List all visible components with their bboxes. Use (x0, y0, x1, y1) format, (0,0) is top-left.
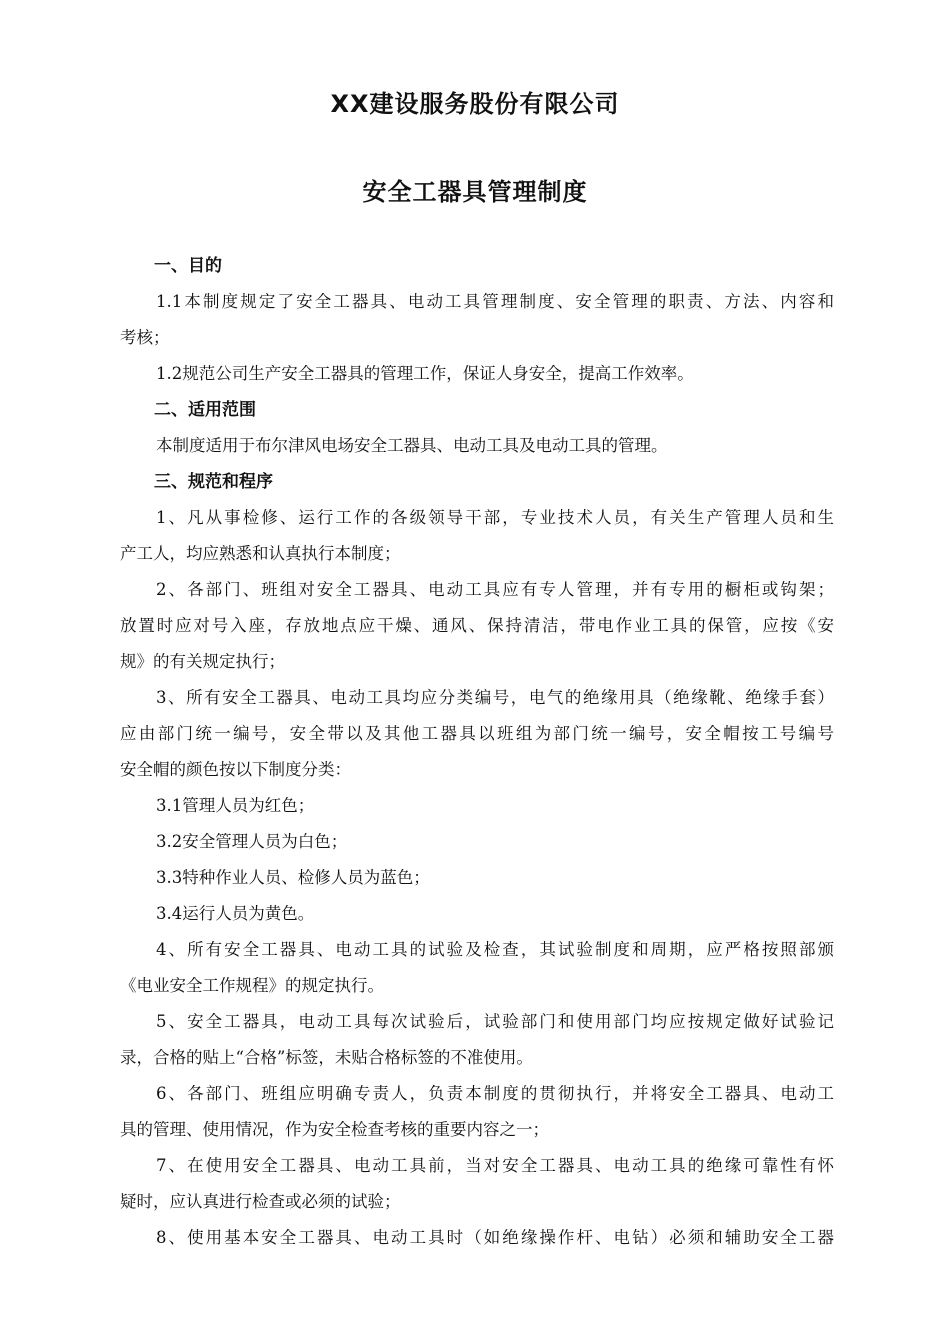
list-item-3-2: 3.2安全管理人员为白色； (156, 832, 348, 851)
section-heading-procedures: 三、规范和程序 (154, 472, 273, 492)
paragraph-3-5-line1: 5、安全工器具，电动工具每次试验后，试验部门和使用部门均应按规定做好试验记 (156, 1012, 834, 1031)
paragraph-3-2-line3: 规》的有关规定执行； (120, 652, 285, 671)
paragraph-3-3-line2: 应由部门统一编号，安全带以及其他工器具以班组为部门统一编号，安全帽按工号编号 (120, 724, 834, 743)
document-title: 安全工器具管理制度 (362, 178, 588, 206)
paragraph-3-5-line2: 录，合格的贴上“合格”标签，未贴合格标签的不准使用。 (120, 1048, 533, 1067)
list-item-3-4: 3.4运行人员为黄色。 (156, 904, 315, 923)
document-body (120, 248, 834, 1256)
paragraph-1-1-line2: 考核； (120, 328, 170, 347)
paragraph-3-1-line1: 1、凡从事检修、运行工作的各级领导干部，专业技术人员，有关生产管理人员和生 (156, 508, 834, 527)
paragraph-3-8-line1: 8、使用基本安全工器具、电动工具时（如绝缘操作杆、电钻）必须和辅助安全工器 (156, 1228, 834, 1247)
paragraph-3-2-line1: 2、各部门、班组对安全工器具、电动工具应有专人管理，并有专用的橱柜或钩架； (156, 580, 834, 599)
paragraph-3-6-line1: 6、各部门、班组应明确专责人，负责本制度的贯彻执行，并将安全工器具、电动工 (156, 1084, 834, 1103)
paragraph-2: 本制度适用于布尔津风电场安全工器具、电动工具及电动工具的管理。 (156, 436, 668, 455)
paragraph-1-2: 1.2规范公司生产安全工器具的管理工作，保证人身安全，提高工作效率。 (156, 364, 694, 383)
company-name: XX建设服务股份有限公司 (330, 90, 620, 118)
paragraph-3-4-line1: 4、所有安全工器具、电动工具的试验及检查，其试验制度和周期，应严格按照部颁 (156, 940, 834, 959)
section-heading-purpose: 一、目的 (154, 256, 222, 276)
paragraph-3-6-line2: 具的管理、使用情况，作为安全检查考核的重要内容之一； (120, 1120, 549, 1139)
paragraph-3-4-line2: 《电业安全工作规程》的规定执行。 (120, 976, 384, 995)
list-item-3-1: 3.1管理人员为红色； (156, 796, 315, 815)
paragraph-3-7-line2: 疑时，应认真进行检查或必须的试验； (120, 1192, 401, 1211)
paragraph-3-7-line1: 7、在使用安全工器具、电动工具前，当对安全工器具、电动工具的绝缘可靠性有怀 (156, 1156, 834, 1175)
paragraph-3-1-line2: 产工人，均应熟悉和认真执行本制度； (120, 544, 401, 563)
paragraph-3-3-line1: 3、所有安全工器具、电动工具均应分类编号，电气的绝缘用具（绝缘靴、绝缘手套） (156, 688, 834, 707)
section-heading-scope: 二、适用范围 (154, 400, 256, 420)
paragraph-3-2-line2: 放置时应对号入座，存放地点应干燥、通风、保持清洁，带电作业工具的保管，应按《安 (120, 616, 834, 635)
list-item-3-3: 3.3特种作业人员、检修人员为蓝色； (156, 868, 430, 887)
paragraph-3-3-line3: 安全帽的颜色按以下制度分类： (120, 760, 351, 779)
paragraph-1-1-line1: 1.1本制度规定了安全工器具、电动工具管理制度、安全管理的职责、方法、内容和 (156, 292, 834, 311)
